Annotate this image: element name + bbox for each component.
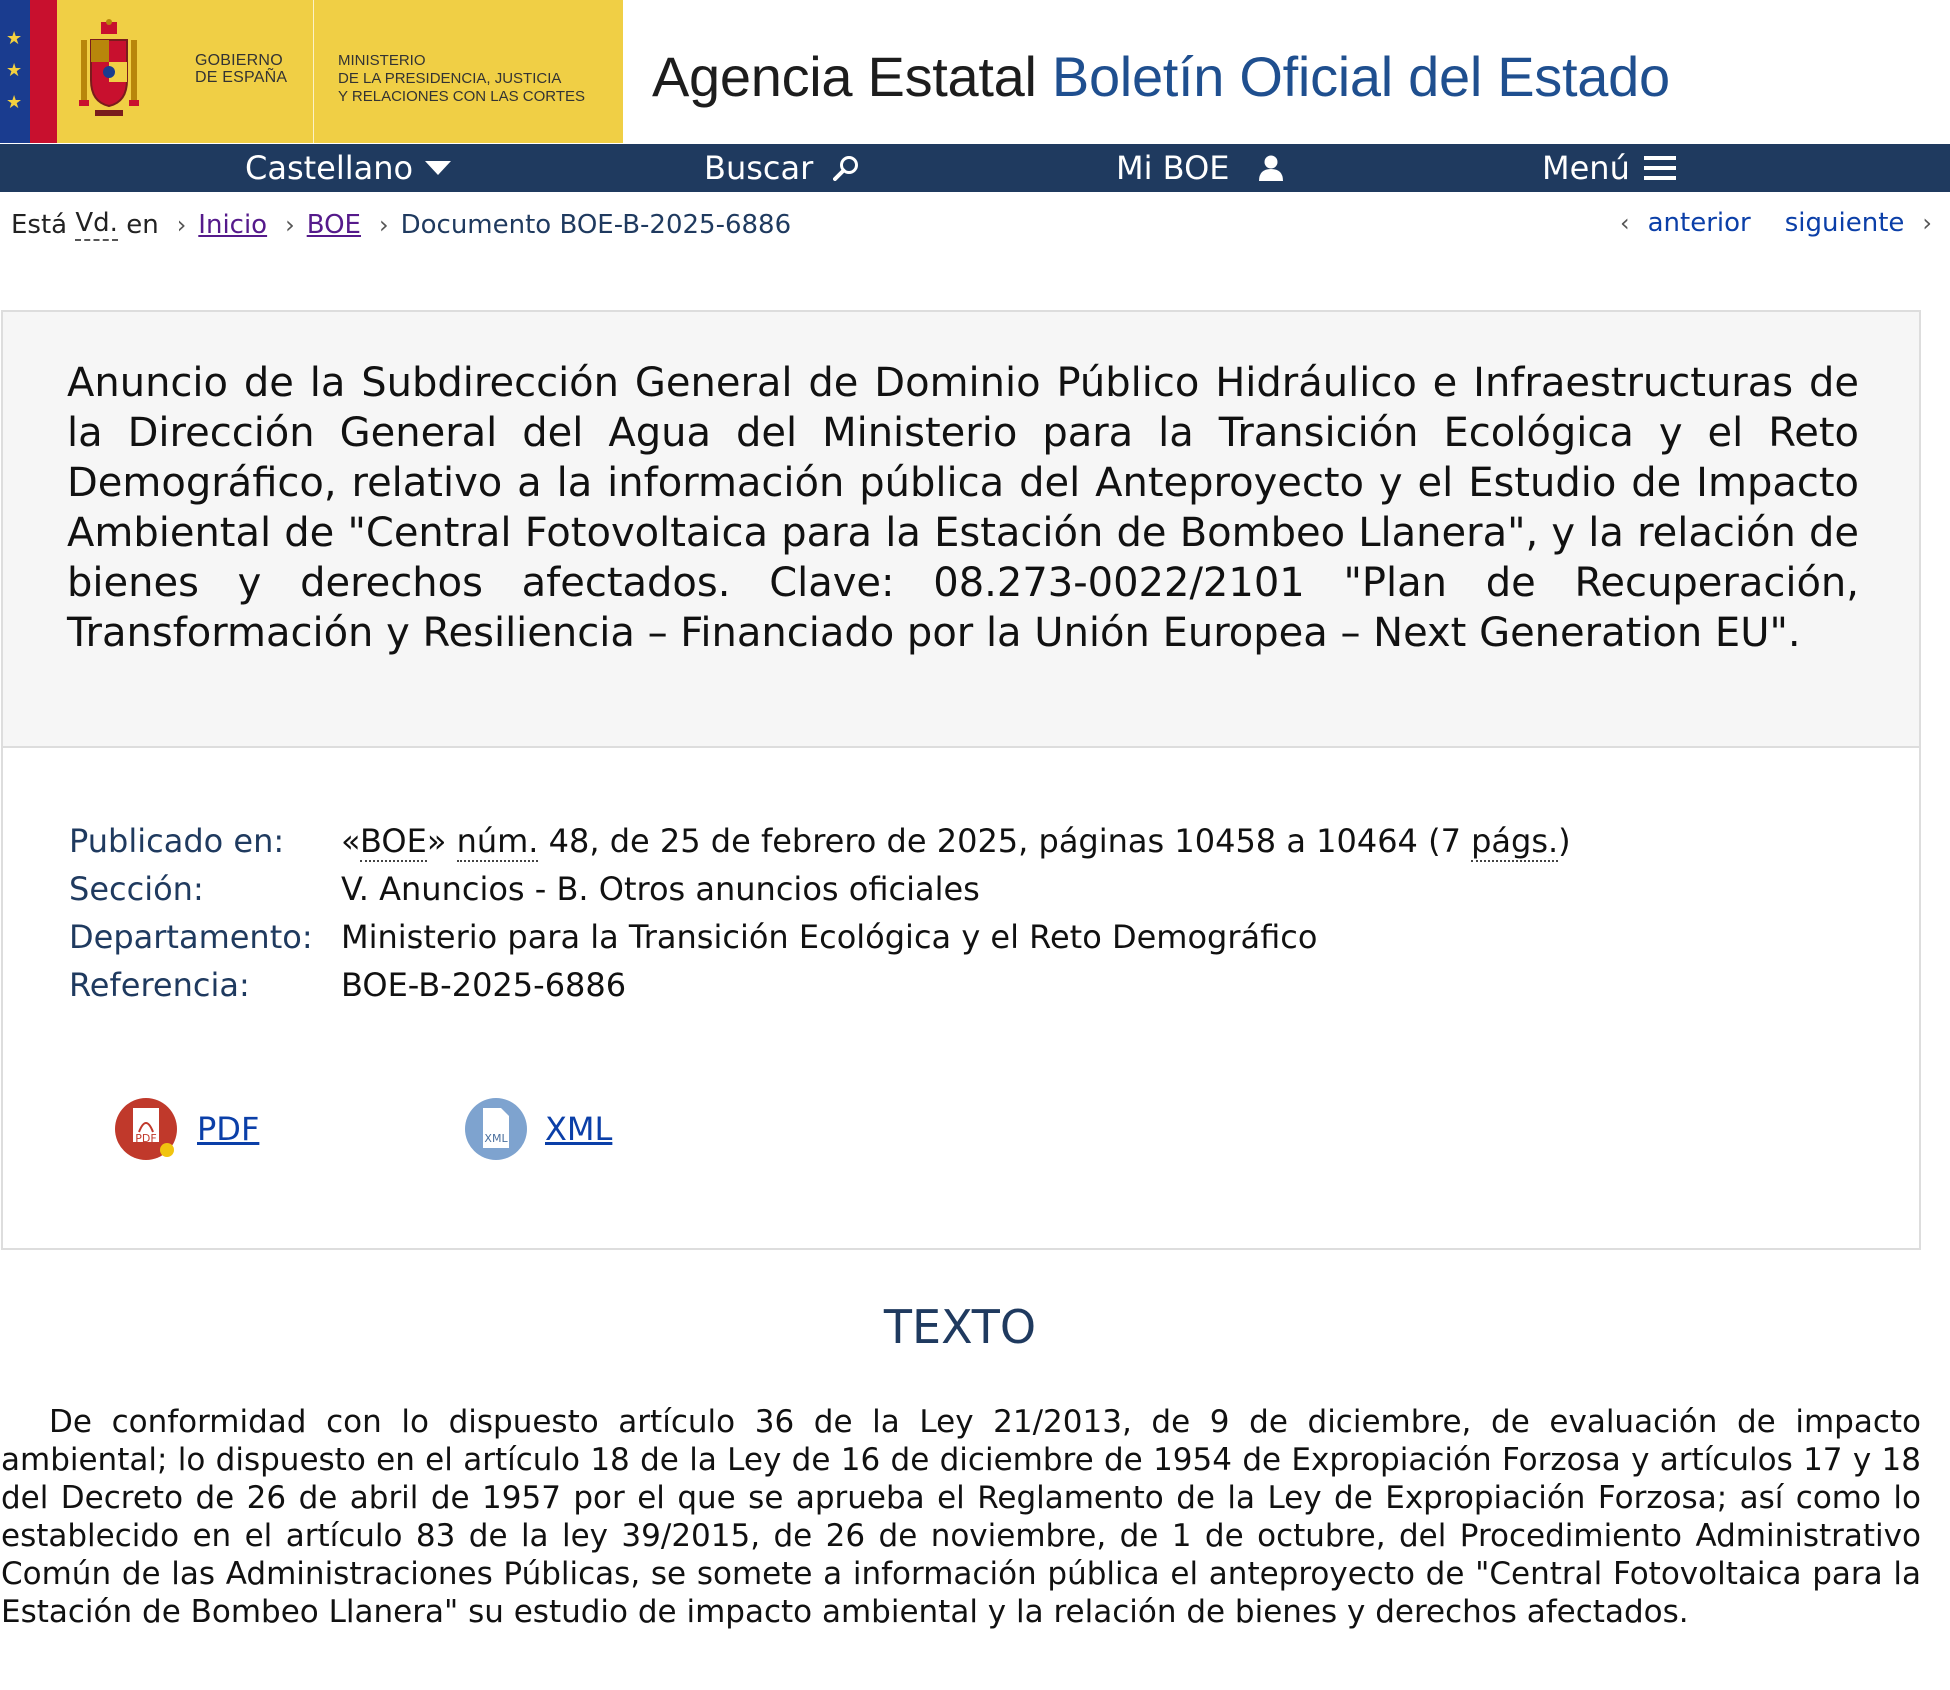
- site-title-plain: Agencia Estatal: [652, 45, 1037, 108]
- chevron-right-icon: ›: [378, 210, 389, 239]
- xml-link[interactable]: XML: [545, 1110, 613, 1148]
- pdf-link[interactable]: PDF: [197, 1110, 260, 1148]
- ministry-line-2: DE LA PRESIDENCIA, JUSTICIA: [338, 70, 562, 87]
- document-metadata: [69, 817, 1571, 1009]
- language-selector[interactable]: [245, 144, 451, 192]
- eu-flag-strip: [0, 0, 57, 143]
- spain-flag-band: [30, 0, 57, 143]
- main-nav: [0, 144, 1950, 192]
- menu-label: Menú: [1542, 149, 1630, 187]
- search-icon: [833, 155, 859, 181]
- user-icon: [1259, 155, 1283, 181]
- breadcrumb: [11, 208, 791, 241]
- meta-row-section: [69, 865, 1571, 913]
- xml-download[interactable]: [463, 1096, 612, 1162]
- breadcrumb-prefix: Está: [11, 209, 76, 240]
- boe-abbr: BOE: [360, 822, 427, 860]
- meta-label: Departamento:: [69, 918, 313, 956]
- search-label: Buscar: [704, 149, 814, 187]
- num-abbr: núm.: [456, 822, 539, 860]
- gov-line-1: GOBIERNO: [195, 52, 283, 69]
- pdf-download[interactable]: [115, 1096, 259, 1162]
- my-boe-label: Mi BOE: [1116, 149, 1230, 187]
- star-icon: ★: [6, 60, 23, 81]
- meta-value: Ministerio para la Transición Ecológica y el Reto Demográfico: [341, 918, 1318, 956]
- chevron-left-icon: ‹: [1620, 209, 1630, 237]
- xml-icon: [463, 1096, 529, 1162]
- divider: [313, 0, 314, 143]
- breadcrumb-prefix-end: en: [117, 209, 159, 240]
- ministry-line-3: Y RELACIONES CON LAS CORTES: [338, 88, 586, 105]
- meta-label: Referencia:: [69, 966, 250, 1004]
- xml-icon-label: XML: [484, 1132, 508, 1145]
- meta-text: ): [1558, 822, 1571, 860]
- eu-flag: [0, 0, 30, 143]
- document-summary: [1, 310, 1921, 1250]
- pdf-icon: [115, 1096, 181, 1162]
- document-title-box: [3, 312, 1919, 748]
- meta-value: [341, 817, 1571, 865]
- search-button[interactable]: [704, 144, 859, 192]
- meta-value: V. Anuncios - B. Otros anuncios oficiales: [341, 870, 980, 908]
- meta-label: Sección:: [69, 870, 204, 908]
- meta-row-reference: [69, 961, 1571, 1009]
- ministry-line-1: MINISTERIO: [338, 52, 426, 69]
- gov-line-2: DE ESPAÑA: [195, 69, 288, 86]
- breadcrumb-boe-link[interactable]: BOE: [306, 209, 361, 240]
- text-heading: TEXTO: [883, 1300, 1037, 1354]
- hamburger-icon: [1644, 155, 1676, 181]
- document-title: Anuncio de la Subdirección General de Dominio Público Hidráulico e Infraestructuras de la Dirección General del Agua del Ministerio para la Transición Ecológica y el Reto Demográfico, relativo a la información pública del Anteproyecto y el Estudio de Impacto Ambiental de "Central Fotovoltaica para la Estación de Bombeo Llanera", y la relación de bienes y derechos afectados. Clave: 08.273-0022/2101 "Plan de Recuperación, Transformación y Resiliencia – Financiado por la Unión Europea – Next Generation EU".: [67, 360, 1859, 656]
- next-link[interactable]: siguiente: [1784, 208, 1905, 238]
- site-title-accent: Boletín Oficial del Estado: [1051, 45, 1670, 108]
- meta-text: 48, de 25 de febrero de 2025, páginas 10458 a 10464 (7: [538, 822, 1472, 860]
- coat-of-arms-icon: [77, 18, 141, 122]
- my-boe-button[interactable]: [1116, 144, 1283, 192]
- menu-button[interactable]: [1542, 144, 1676, 192]
- chevron-right-icon: ›: [176, 210, 187, 239]
- meta-value: BOE-B-2025-6886: [341, 966, 627, 1004]
- chevron-right-icon: ›: [285, 210, 295, 239]
- breadcrumb-abbr: Vd.: [75, 208, 118, 241]
- pags-abbr: págs.: [1471, 822, 1559, 860]
- meta-row-department: [69, 913, 1571, 961]
- star-icon: ★: [6, 92, 23, 113]
- site-title[interactable]: [652, 44, 1670, 109]
- meta-row-published: [69, 817, 1571, 865]
- government-logo-block[interactable]: [57, 0, 623, 143]
- document-pager: [1620, 208, 1932, 238]
- previous-link[interactable]: anterior: [1647, 208, 1751, 238]
- chevron-right-icon: ›: [1922, 209, 1932, 237]
- star-icon: ★: [6, 28, 23, 49]
- breadcrumb-home-link[interactable]: Inicio: [198, 209, 268, 240]
- caret-down-icon: [425, 160, 451, 176]
- ministry-name: [338, 52, 585, 106]
- pdf-icon-label: PDF: [135, 1132, 157, 1145]
- meta-text: »: [426, 822, 457, 860]
- meta-label: Publicado en:: [69, 822, 285, 860]
- breadcrumb-current: Documento BOE-B-2025-6886: [400, 209, 792, 240]
- government-name: [195, 52, 287, 86]
- body-paragraph: De conformidad con lo dispuesto artículo 36 de la Ley 21/2013, de 9 de diciembre, de evaluación de impacto ambiental; lo dispuesto en el artículo 18 de la Ley de 16 de diciembre de 1954 de Expropiación Forzosa y artículos 17 y 18 del Decreto de 26 de abril de 1957 por el que se aprueba el Reglamento de la Ley de Expropiación Forzosa; así como lo establecido en el artículo 83 de la ley 39/2015, de 26 de noviembre, de 1 de octubre, del Procedimiento Administrativo Común de las Administraciones Públicas, se somete a información pública el anteproyecto de "Central Fotovoltaica para la Estación de Bombeo Llanera" su estudio de impacto ambiental y la relación de bienes y derechos afectados.: [1, 1404, 1921, 1630]
- site-header: [0, 0, 1950, 143]
- language-label: Castellano: [245, 149, 414, 187]
- meta-text: «: [341, 822, 361, 860]
